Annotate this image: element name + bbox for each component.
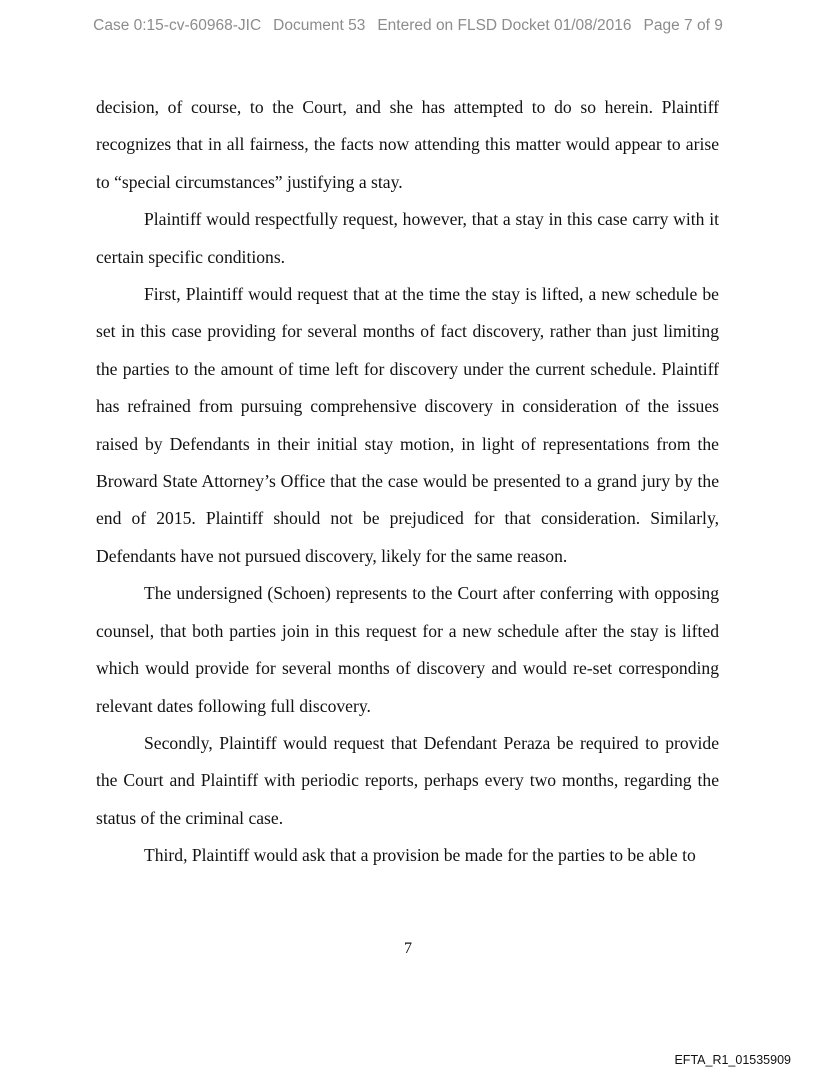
docket-header <box>0 17 816 35</box>
paragraph-conditions: Plaintiff would respectfully request, however, that a stay in this case carry with it certain specific conditions. <box>96 209 719 267</box>
case-number: Case 0:15-cv-60968-JIC <box>93 17 262 34</box>
paragraph-joint-request: The undersigned (Schoen) represents to the Court after conferring with opposing counsel, that both parties join in this request for a new schedule after the stay is lifted which would provide for several months of discovery and would re-set corresponding relevant dates following full discovery. <box>96 583 719 716</box>
page-of-pages: Page 7 of 9 <box>643 17 723 34</box>
page-number: 7 <box>404 940 412 957</box>
document-number: Document 53 <box>273 17 366 34</box>
paragraph-third-condition: Third, Plaintiff would ask that a provision be made for the parties to be able to <box>144 845 696 866</box>
paragraph-continuation: decision, of course, to the Court, and she has attempted to do so herein. Plaintiff recognizes that in all fairness, the facts now attending this matter would appear to arise to “special circumstances” justifying a stay. <box>96 97 719 192</box>
docket-entry: Entered on FLSD Docket 01/08/2016 <box>377 17 632 34</box>
paragraph-second-condition: Secondly, Plaintiff would request that Defendant Peraza be required to provide the Court and Plaintiff with periodic reports, perhaps every two months, regarding the status of the criminal case. <box>96 732 719 828</box>
bates-number: EFTA_R1_01535909 <box>674 1053 791 1067</box>
paragraph-first-condition: First, Plaintiff would request that at the time the stay is lifted, a new schedule be set in this case providing for several months of fact discovery, rather than just limiting the parties to the amount of time left for discovery under the current schedule. Plaintiff has refrained from pursuing comprehensive discovery in consideration of the issues raised by Defendants in their initial stay motion, in light of representations from the Broward State Attorney’s Office that the case would be presented to a grand jury by the end of 2015. Plaintiff should not be prejudiced for that consideration. Similarly, Defendants have not pursued discovery, likely for the same reason. <box>96 284 719 566</box>
document-body <box>96 89 719 875</box>
